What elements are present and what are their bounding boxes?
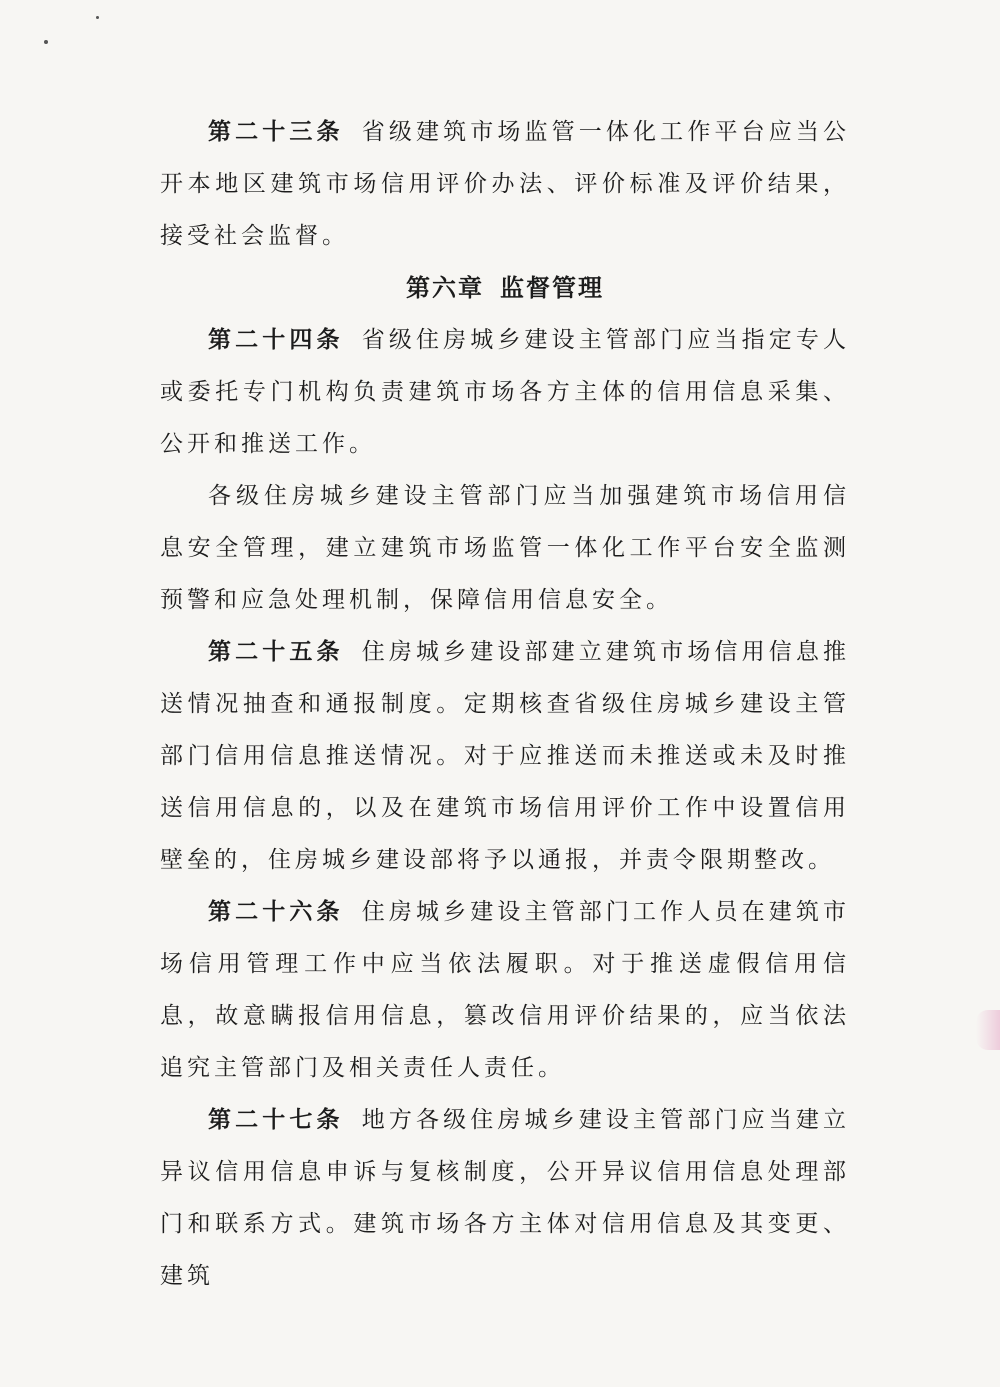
chapter-number: 第六章 xyxy=(406,273,484,302)
article-label: 第二十七条 xyxy=(208,1106,344,1133)
article-24 xyxy=(160,314,850,470)
article-23 xyxy=(160,106,850,262)
ink-smudge xyxy=(976,1010,1000,1050)
article-label: 第二十五条 xyxy=(208,638,344,665)
article-text: 各级住房城乡建设主管部门应当加强建筑市场信用信息安全管理，建立建筑市场监管一体化工作平台安全监测预警和应急处理机制，保障信用信息安全。 xyxy=(160,483,850,613)
article-27 xyxy=(160,1094,850,1302)
document-body xyxy=(160,106,850,1302)
article-text: 住房城乡建设主管部门工作人员在建筑市场信用管理工作中应当依法履职。对于推送虚假信用信息，故意瞒报信用信息，篡改信用评价结果的，应当依法追究主管部门及相关责任人责任。 xyxy=(160,899,851,1081)
article-text: 地方各级住房城乡建设主管部门应当建立异议信用信息申诉与复核制度，公开异议信用信息处理部门和联系方式。建筑市场各方主体对信用信息及其变更、建筑 xyxy=(160,1107,851,1289)
scan-speck xyxy=(96,16,99,19)
article-text: 省级住房城乡建设主管部门应当指定专人或委托专门机构负责建筑市场各方主体的信用信息采集、公开和推送工作。 xyxy=(160,327,851,457)
scan-speck xyxy=(44,40,48,44)
article-26 xyxy=(160,886,850,1094)
article-24-paragraph-2 xyxy=(160,470,850,626)
article-label: 第二十三条 xyxy=(208,118,344,145)
chapter-heading xyxy=(160,262,850,314)
article-text: 省级建筑市场监管一体化工作平台应当公开本地区建筑市场信用评价办法、评价标准及评价结果，接受社会监督。 xyxy=(160,119,851,249)
chapter-title: 监督管理 xyxy=(500,273,604,302)
article-label: 第二十四条 xyxy=(208,326,344,353)
article-label: 第二十六条 xyxy=(208,898,344,925)
article-25 xyxy=(160,626,850,886)
article-text: 住房城乡建设部建立建筑市场信用信息推送情况抽查和通报制度。定期核查省级住房城乡建设主管部门信用信息推送情况。对于应推送而未推送或未及时推送信用信息的，以及在建筑市场信用评价工作中设置信用壁垒的，住房城乡建设部将予以通报，并责令限期整改。 xyxy=(160,639,851,873)
